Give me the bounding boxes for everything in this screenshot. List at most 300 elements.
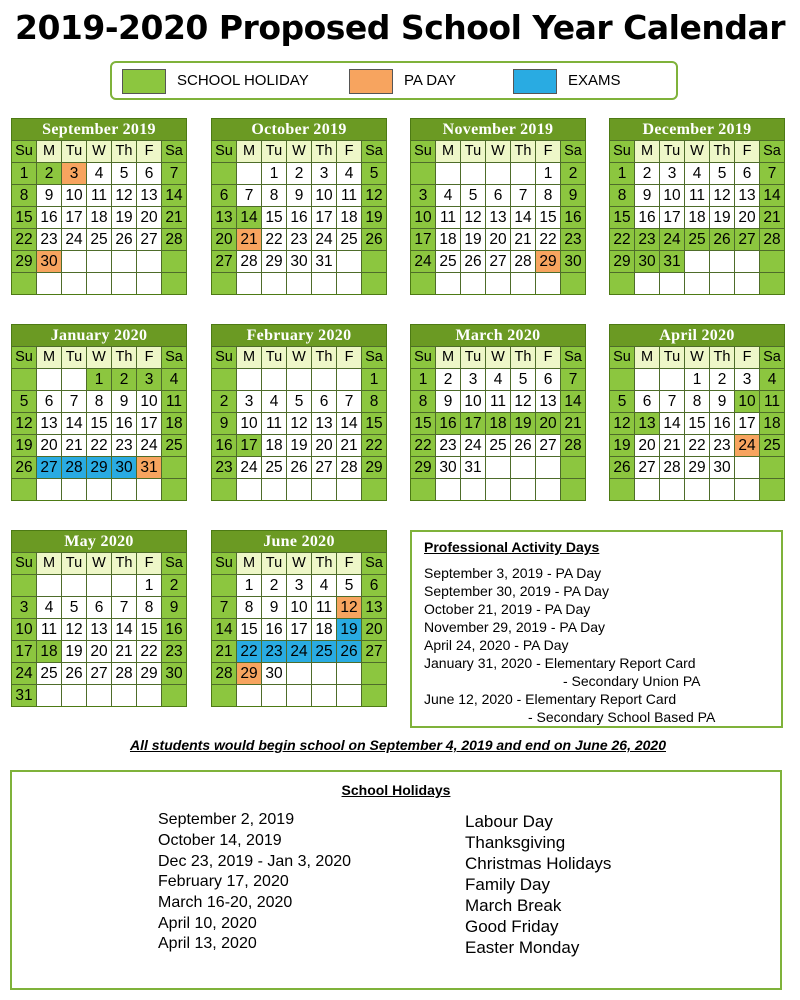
day-cell: 11 — [37, 619, 61, 640]
pa-day-line: April 24, 2020 - PA Day — [424, 637, 569, 653]
month-calendar — [211, 324, 387, 501]
empty-day-cell — [12, 479, 36, 500]
weekday-header: Th — [112, 347, 136, 368]
empty-day-cell — [262, 369, 286, 390]
day-cell: 15 — [411, 413, 435, 434]
empty-day-cell — [112, 575, 136, 596]
day-cell: 6 — [87, 597, 111, 618]
day-cell: 22 — [87, 435, 111, 456]
day-cell: 16 — [436, 413, 460, 434]
weekday-header: Tu — [461, 347, 485, 368]
empty-day-cell — [735, 479, 759, 500]
day-cell: 17 — [312, 207, 336, 228]
weekday-header: Su — [411, 141, 435, 162]
empty-day-cell — [660, 479, 684, 500]
day-cell: 24 — [62, 229, 86, 250]
empty-day-cell — [212, 575, 236, 596]
empty-day-cell — [411, 273, 435, 294]
day-cell: 17 — [660, 207, 684, 228]
day-cell: 1 — [262, 163, 286, 184]
day-cell: 11 — [337, 185, 361, 206]
day-cell: 30 — [162, 663, 186, 684]
empty-day-cell — [162, 685, 186, 706]
day-cell: 4 — [685, 163, 709, 184]
weekday-header: Sa — [561, 347, 585, 368]
day-cell: 21 — [337, 435, 361, 456]
empty-day-cell — [735, 273, 759, 294]
day-cell: 24 — [411, 251, 435, 272]
day-cell: 25 — [337, 229, 361, 250]
weekday-header: Tu — [660, 347, 684, 368]
month-title: February 2020 — [246, 327, 352, 344]
empty-day-cell — [87, 685, 111, 706]
empty-day-cell — [312, 479, 336, 500]
day-cell: 8 — [12, 185, 36, 206]
empty-day-cell — [12, 369, 36, 390]
pa-days-box — [410, 530, 783, 728]
empty-day-cell — [87, 575, 111, 596]
legend-swatch-school-holiday — [122, 69, 166, 94]
weekday-header: Sa — [162, 347, 186, 368]
day-cell: 13 — [486, 207, 510, 228]
day-cell: 14 — [337, 413, 361, 434]
day-cell: 29 — [685, 457, 709, 478]
day-cell: 18 — [760, 413, 784, 434]
day-cell: 28 — [162, 229, 186, 250]
day-cell: 9 — [287, 185, 311, 206]
day-cell: 8 — [685, 391, 709, 412]
day-cell: 30 — [112, 457, 136, 478]
day-cell: 26 — [511, 435, 535, 456]
day-cell: 22 — [137, 641, 161, 662]
day-cell: 13 — [635, 413, 659, 434]
empty-day-cell — [610, 369, 634, 390]
day-cell: 16 — [112, 413, 136, 434]
month-calendar — [211, 118, 387, 295]
page-title: 2019-2020 Proposed School Year Calendar — [14, 8, 786, 47]
day-cell: 12 — [461, 207, 485, 228]
weekday-header: Th — [710, 141, 734, 162]
day-cell: 19 — [710, 207, 734, 228]
day-cell: 13 — [536, 391, 560, 412]
day-cell: 16 — [561, 207, 585, 228]
month-title: March 2020 — [455, 327, 541, 344]
empty-day-cell — [237, 479, 261, 500]
day-cell: 7 — [237, 185, 261, 206]
day-cell: 6 — [312, 391, 336, 412]
empty-day-cell — [37, 575, 61, 596]
day-cell: 10 — [137, 391, 161, 412]
day-cell: 9 — [162, 597, 186, 618]
holiday-name: March Break — [465, 896, 562, 915]
empty-day-cell — [735, 457, 759, 478]
weekday-header: Tu — [62, 553, 86, 574]
empty-day-cell — [337, 273, 361, 294]
weekday-header: Th — [312, 347, 336, 368]
day-cell: 12 — [62, 619, 86, 640]
day-cell: 12 — [12, 413, 36, 434]
day-cell: 7 — [561, 369, 585, 390]
empty-day-cell — [660, 369, 684, 390]
holiday-name: Good Friday — [465, 917, 559, 936]
empty-day-cell — [660, 273, 684, 294]
day-cell: 6 — [37, 391, 61, 412]
day-cell: 14 — [112, 619, 136, 640]
holiday-name: Family Day — [465, 875, 551, 894]
day-cell: 11 — [486, 391, 510, 412]
empty-day-cell — [362, 685, 386, 706]
pa-day-line: - Secondary School Based PA — [528, 709, 716, 725]
day-cell: 10 — [660, 185, 684, 206]
day-cell: 9 — [561, 185, 585, 206]
weekday-header: Su — [411, 347, 435, 368]
pa-day-line: - Secondary Union PA — [563, 673, 701, 689]
weekday-header: Su — [610, 347, 634, 368]
day-cell: 5 — [337, 575, 361, 596]
empty-day-cell — [337, 251, 361, 272]
day-cell: 29 — [137, 663, 161, 684]
weekday-header: M — [635, 141, 659, 162]
day-cell: 13 — [362, 597, 386, 618]
empty-day-cell — [461, 273, 485, 294]
day-cell: 1 — [87, 369, 111, 390]
weekday-header: Su — [12, 553, 36, 574]
holiday-name: Easter Monday — [465, 938, 580, 957]
day-cell: 24 — [312, 229, 336, 250]
day-cell: 19 — [287, 435, 311, 456]
empty-day-cell — [287, 479, 311, 500]
day-cell: 17 — [12, 641, 36, 662]
day-cell: 7 — [337, 391, 361, 412]
empty-day-cell — [411, 479, 435, 500]
empty-day-cell — [710, 251, 734, 272]
day-cell: 4 — [436, 185, 460, 206]
empty-day-cell — [112, 273, 136, 294]
weekday-header: Sa — [561, 141, 585, 162]
empty-day-cell — [37, 369, 61, 390]
holiday-name: Thanksgiving — [465, 833, 566, 852]
day-cell: 1 — [685, 369, 709, 390]
day-cell: 28 — [212, 663, 236, 684]
day-cell: 21 — [112, 641, 136, 662]
holiday-name: Labour Day — [465, 812, 553, 831]
day-cell: 10 — [411, 207, 435, 228]
day-cell: 27 — [212, 251, 236, 272]
weekday-header: Tu — [262, 553, 286, 574]
day-cell: 13 — [312, 413, 336, 434]
empty-day-cell — [162, 273, 186, 294]
day-cell: 22 — [12, 229, 36, 250]
day-cell: 19 — [362, 207, 386, 228]
holiday-date: April 13, 2020 — [158, 935, 257, 952]
day-cell: 4 — [162, 369, 186, 390]
empty-day-cell — [237, 163, 261, 184]
day-cell: 8 — [362, 391, 386, 412]
empty-day-cell — [486, 479, 510, 500]
day-cell: 4 — [87, 163, 111, 184]
weekday-header: Su — [212, 553, 236, 574]
weekday-header: F — [536, 141, 560, 162]
empty-day-cell — [62, 251, 86, 272]
empty-day-cell — [362, 273, 386, 294]
day-cell: 4 — [337, 163, 361, 184]
empty-day-cell — [362, 663, 386, 684]
day-cell: 1 — [237, 575, 261, 596]
empty-day-cell — [436, 163, 460, 184]
day-cell: 27 — [735, 229, 759, 250]
weekday-header: Tu — [62, 347, 86, 368]
weekday-header: Tu — [660, 141, 684, 162]
day-cell: 19 — [461, 229, 485, 250]
day-cell: 13 — [37, 413, 61, 434]
day-cell: 12 — [362, 185, 386, 206]
empty-day-cell — [511, 273, 535, 294]
day-cell: 21 — [212, 641, 236, 662]
day-cell: 7 — [112, 597, 136, 618]
weekday-header: F — [137, 141, 161, 162]
empty-day-cell — [735, 251, 759, 272]
day-cell: 21 — [237, 229, 261, 250]
day-cell: 11 — [312, 597, 336, 618]
weekday-header: Sa — [162, 553, 186, 574]
empty-day-cell — [212, 479, 236, 500]
empty-day-cell — [37, 685, 61, 706]
day-cell: 5 — [511, 369, 535, 390]
day-cell: 24 — [12, 663, 36, 684]
day-cell: 7 — [760, 163, 784, 184]
empty-day-cell — [760, 251, 784, 272]
day-cell: 23 — [561, 229, 585, 250]
empty-day-cell — [486, 273, 510, 294]
pa-day-line: September 30, 2019 - PA Day — [424, 583, 609, 599]
weekday-header: M — [237, 553, 261, 574]
empty-day-cell — [511, 457, 535, 478]
empty-day-cell — [312, 369, 336, 390]
day-cell: 31 — [12, 685, 36, 706]
day-cell: 31 — [461, 457, 485, 478]
day-cell: 2 — [561, 163, 585, 184]
day-cell: 29 — [12, 251, 36, 272]
day-cell: 21 — [62, 435, 86, 456]
day-cell: 1 — [411, 369, 435, 390]
day-cell: 28 — [112, 663, 136, 684]
day-cell: 28 — [561, 435, 585, 456]
empty-day-cell — [62, 685, 86, 706]
pa-day-line: June 12, 2020 - Elementary Report Card — [424, 691, 677, 707]
day-cell: 16 — [710, 413, 734, 434]
day-cell: 4 — [312, 575, 336, 596]
day-cell: 2 — [436, 369, 460, 390]
weekday-header: Sa — [760, 141, 784, 162]
weekday-header: M — [635, 347, 659, 368]
empty-day-cell — [37, 273, 61, 294]
day-cell: 14 — [212, 619, 236, 640]
day-cell: 30 — [710, 457, 734, 478]
empty-day-cell — [237, 273, 261, 294]
day-cell: 9 — [212, 413, 236, 434]
day-cell: 2 — [635, 163, 659, 184]
day-cell: 17 — [287, 619, 311, 640]
month-calendar — [211, 530, 387, 707]
empty-day-cell — [312, 273, 336, 294]
weekday-header: W — [287, 141, 311, 162]
day-cell: 11 — [87, 185, 111, 206]
month-calendar — [609, 324, 785, 501]
day-cell: 21 — [660, 435, 684, 456]
holiday-date: February 17, 2020 — [158, 873, 289, 890]
day-cell: 8 — [237, 597, 261, 618]
day-cell: 2 — [212, 391, 236, 412]
weekday-header: Th — [511, 347, 535, 368]
day-cell: 18 — [312, 619, 336, 640]
day-cell: 9 — [37, 185, 61, 206]
day-cell: 2 — [162, 575, 186, 596]
empty-day-cell — [212, 685, 236, 706]
empty-day-cell — [137, 251, 161, 272]
empty-day-cell — [511, 163, 535, 184]
empty-day-cell — [87, 251, 111, 272]
day-cell: 9 — [262, 597, 286, 618]
day-cell: 17 — [62, 207, 86, 228]
weekday-header: Sa — [162, 141, 186, 162]
day-cell: 1 — [362, 369, 386, 390]
empty-day-cell — [536, 457, 560, 478]
day-cell: 6 — [536, 369, 560, 390]
day-cell: 27 — [536, 435, 560, 456]
weekday-header: Su — [12, 347, 36, 368]
day-cell: 3 — [12, 597, 36, 618]
empty-day-cell — [212, 369, 236, 390]
day-cell: 2 — [262, 575, 286, 596]
month-calendar — [410, 324, 586, 501]
day-cell: 26 — [12, 457, 36, 478]
day-cell: 6 — [635, 391, 659, 412]
day-cell: 18 — [486, 413, 510, 434]
day-cell: 15 — [685, 413, 709, 434]
day-cell: 23 — [710, 435, 734, 456]
day-cell: 23 — [212, 457, 236, 478]
school-holidays-box — [10, 770, 782, 990]
weekday-header: W — [87, 347, 111, 368]
day-cell: 9 — [710, 391, 734, 412]
empty-day-cell — [87, 479, 111, 500]
day-cell: 16 — [287, 207, 311, 228]
day-cell: 20 — [536, 413, 560, 434]
day-cell: 15 — [12, 207, 36, 228]
day-cell: 15 — [87, 413, 111, 434]
day-cell: 3 — [62, 163, 86, 184]
day-cell: 27 — [635, 457, 659, 478]
month-grid — [212, 140, 386, 294]
day-cell: 10 — [287, 597, 311, 618]
weekday-header: W — [87, 553, 111, 574]
legend-swatch-pa-day — [349, 69, 393, 94]
month-title: November 2019 — [442, 121, 554, 138]
weekday-header: W — [486, 141, 510, 162]
day-cell: 23 — [436, 435, 460, 456]
day-cell: 7 — [511, 185, 535, 206]
weekday-header: M — [436, 347, 460, 368]
legend-label: PA DAY — [404, 72, 456, 89]
day-cell: 2 — [112, 369, 136, 390]
day-cell: 18 — [685, 207, 709, 228]
day-cell: 25 — [760, 435, 784, 456]
day-cell: 2 — [710, 369, 734, 390]
day-cell: 15 — [262, 207, 286, 228]
empty-day-cell — [461, 163, 485, 184]
day-cell: 27 — [486, 251, 510, 272]
day-cell: 23 — [262, 641, 286, 662]
day-cell: 13 — [87, 619, 111, 640]
day-cell: 4 — [486, 369, 510, 390]
day-cell: 25 — [685, 229, 709, 250]
empty-day-cell — [635, 273, 659, 294]
empty-day-cell — [337, 369, 361, 390]
day-cell: 10 — [237, 413, 261, 434]
day-cell: 12 — [511, 391, 535, 412]
weekday-header: W — [685, 347, 709, 368]
day-cell: 8 — [411, 391, 435, 412]
day-cell: 5 — [610, 391, 634, 412]
empty-day-cell — [262, 273, 286, 294]
empty-day-cell — [685, 273, 709, 294]
day-cell: 5 — [62, 597, 86, 618]
day-cell: 29 — [362, 457, 386, 478]
empty-day-cell — [760, 479, 784, 500]
day-cell: 31 — [137, 457, 161, 478]
day-cell: 14 — [511, 207, 535, 228]
empty-day-cell — [212, 273, 236, 294]
day-cell: 25 — [37, 663, 61, 684]
day-cell: 29 — [536, 251, 560, 272]
day-cell: 22 — [536, 229, 560, 250]
day-cell: 18 — [436, 229, 460, 250]
day-cell: 18 — [162, 413, 186, 434]
weekday-header: Su — [212, 141, 236, 162]
day-cell: 21 — [561, 413, 585, 434]
day-cell: 25 — [162, 435, 186, 456]
day-cell: 9 — [436, 391, 460, 412]
day-cell: 13 — [212, 207, 236, 228]
empty-day-cell — [87, 273, 111, 294]
day-cell: 8 — [87, 391, 111, 412]
month-grid — [411, 140, 585, 294]
empty-day-cell — [137, 479, 161, 500]
pa-day-line: September 3, 2019 - PA Day — [424, 565, 602, 581]
day-cell: 27 — [362, 641, 386, 662]
weekday-header: Su — [12, 141, 36, 162]
month-grid — [610, 140, 784, 294]
day-cell: 21 — [162, 207, 186, 228]
day-cell: 26 — [112, 229, 136, 250]
day-cell: 22 — [610, 229, 634, 250]
day-cell: 8 — [137, 597, 161, 618]
empty-day-cell — [312, 663, 336, 684]
day-cell: 5 — [710, 163, 734, 184]
day-cell: 19 — [62, 641, 86, 662]
empty-day-cell — [610, 273, 634, 294]
day-cell: 5 — [287, 391, 311, 412]
weekday-header: Th — [112, 553, 136, 574]
day-cell: 24 — [137, 435, 161, 456]
weekday-header: Su — [610, 141, 634, 162]
day-cell: 22 — [362, 435, 386, 456]
day-cell: 19 — [610, 435, 634, 456]
legend — [110, 61, 678, 100]
weekday-header: W — [486, 347, 510, 368]
day-cell: 6 — [735, 163, 759, 184]
day-cell: 24 — [735, 435, 759, 456]
